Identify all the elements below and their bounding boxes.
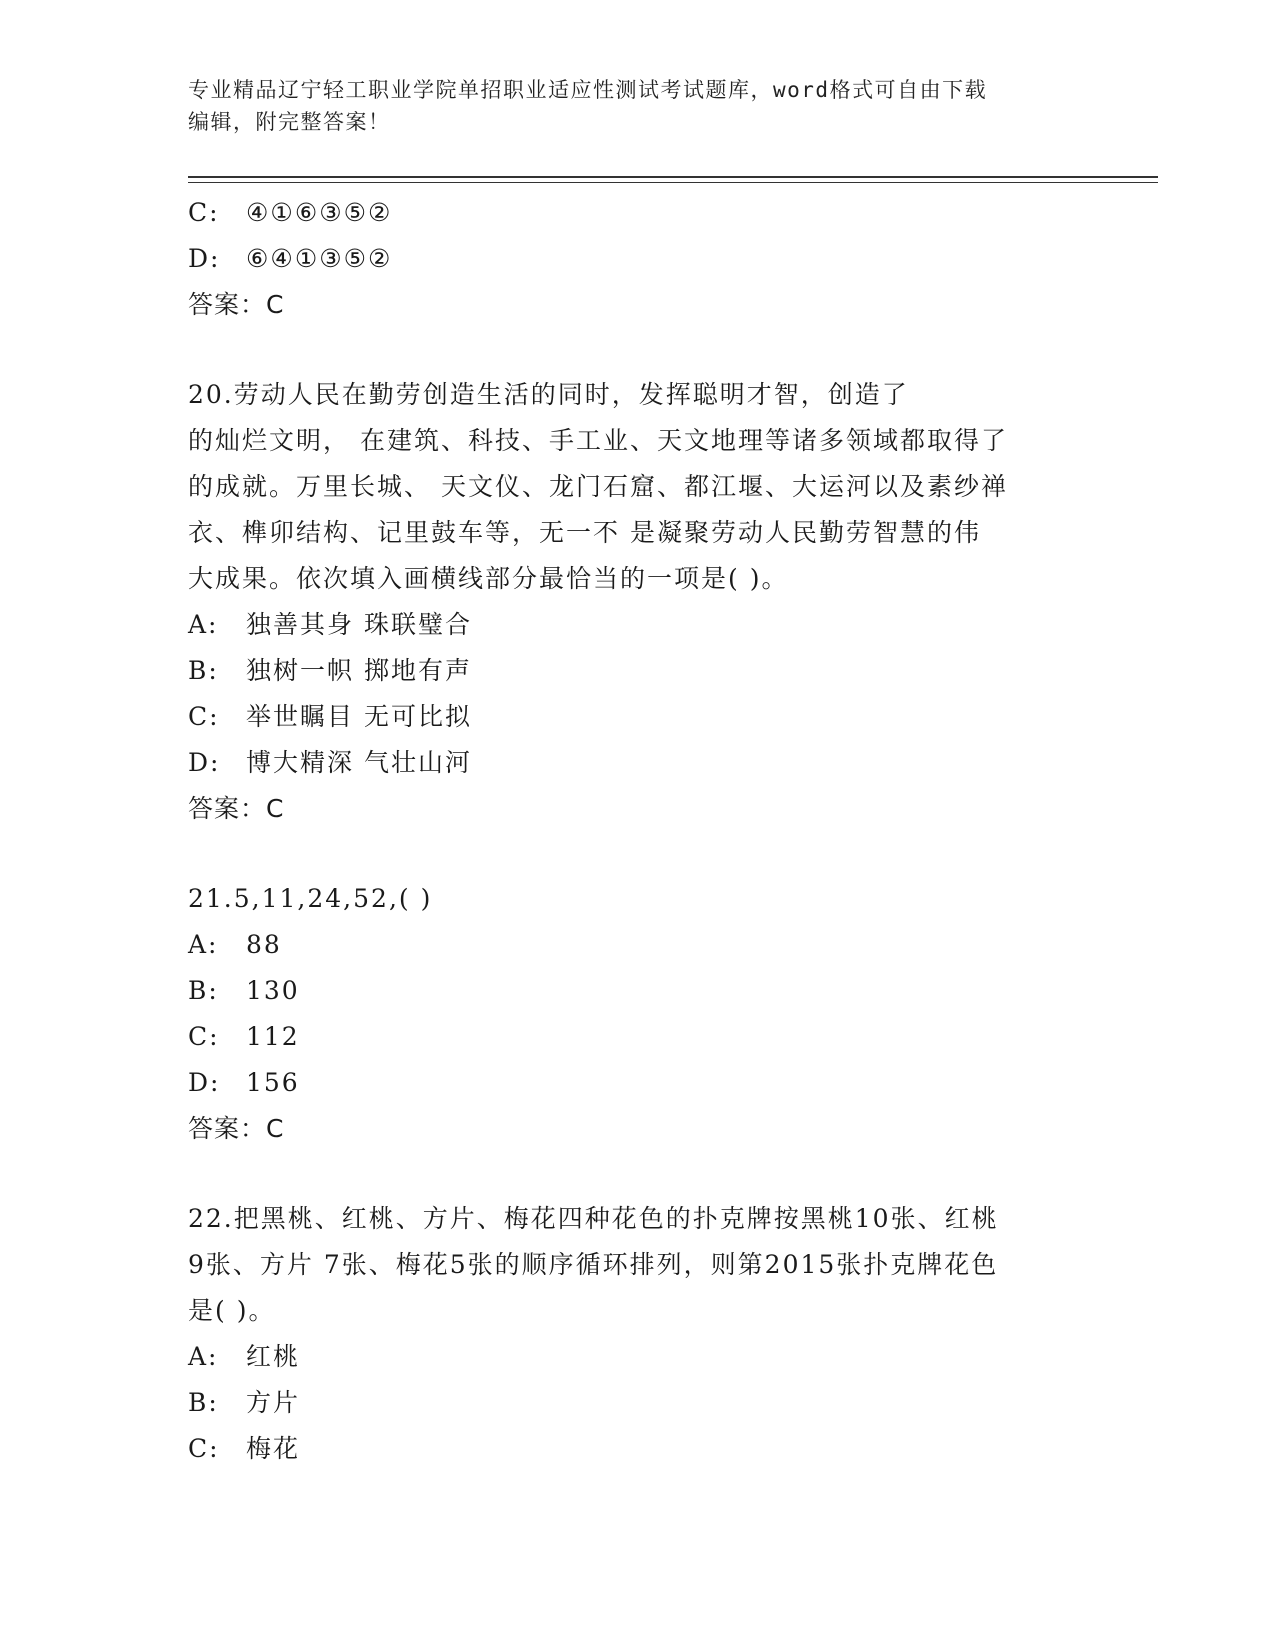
option-b — [188, 968, 1088, 1014]
option-letter: C: — [188, 702, 220, 731]
option-a — [188, 602, 1088, 648]
answer: 答案：C — [188, 794, 285, 823]
header-line-1: 专业精品辽宁轻工职业学院单招职业适应性测试考试题库，word格式可自由下载 — [188, 78, 988, 102]
option-text: 梅花 — [246, 1434, 301, 1463]
option-text: 博大精深 气壮山河 — [246, 748, 472, 777]
option-letter: D: — [188, 1068, 221, 1097]
option-letter: A: — [188, 610, 219, 639]
option-c — [188, 190, 1088, 236]
option-b — [188, 648, 1088, 694]
option-text: 112 — [246, 1022, 300, 1051]
option-d — [188, 236, 1088, 282]
question-text-line: 大成果。依次填入画横线部分最恰当的一项是( )。 — [188, 564, 789, 593]
document-body — [188, 190, 1088, 1472]
option-text: 红桃 — [246, 1342, 301, 1371]
option-letter: D: — [188, 748, 221, 777]
document-header — [188, 74, 1088, 138]
option-letter: A: — [188, 1342, 219, 1371]
option-letter: B: — [188, 976, 219, 1005]
option-text: 独树一帜 掷地有声 — [246, 656, 472, 685]
question-20 — [188, 372, 1088, 832]
option-letter: C: — [188, 198, 220, 227]
option-c — [188, 1426, 1088, 1472]
option-text: 130 — [246, 976, 300, 1005]
option-letter: C: — [188, 1434, 220, 1463]
option-c — [188, 1014, 1088, 1060]
option-letter: D: — [188, 244, 221, 273]
question-text-line: 是( )。 — [188, 1296, 276, 1325]
question-22 — [188, 1196, 1088, 1472]
question-text-line: 22.把黑桃、红桃、方片、梅花四种花色的扑克牌按黑桃10张、红桃 — [188, 1204, 999, 1233]
option-text: 举世瞩目 无可比拟 — [246, 702, 472, 731]
option-letter: B: — [188, 656, 219, 685]
option-text: 88 — [246, 930, 282, 959]
option-letter: C: — [188, 1022, 220, 1051]
option-a — [188, 1334, 1088, 1380]
option-text: ④①⑥③⑤② — [246, 198, 393, 227]
option-c — [188, 694, 1088, 740]
option-text: 独善其身 珠联璧合 — [246, 610, 472, 639]
option-b — [188, 1380, 1088, 1426]
option-d — [188, 740, 1088, 786]
question-21 — [188, 876, 1088, 1152]
header-rule-thick — [188, 176, 1158, 178]
header-rule-thin — [188, 182, 1158, 183]
option-letter: A: — [188, 930, 219, 959]
answer: 答案：C — [188, 1114, 285, 1143]
option-letter: B: — [188, 1388, 219, 1417]
answer: 答案：C — [188, 290, 285, 319]
option-text: ⑥④①③⑤② — [246, 244, 393, 273]
option-text: 156 — [246, 1068, 300, 1097]
option-text: 方片 — [246, 1388, 301, 1417]
question-text-line: 衣、榫卯结构、记里鼓车等，无一不 是凝聚劳动人民勤劳智慧的伟 — [188, 518, 981, 547]
question-text-line: 的灿烂文明， 在建筑、科技、手工业、天文地理等诸多领域都取得了 — [188, 426, 1008, 455]
header-line-2: 编辑，附完整答案！ — [188, 110, 391, 134]
option-a — [188, 922, 1088, 968]
question-text-line: 9张、方片 7张、梅花5张的顺序循环排列，则第2015张扑克牌花色 — [188, 1250, 999, 1279]
option-d — [188, 1060, 1088, 1106]
question-text-line: 的成就。万里长城、 天文仪、龙门石窟、都江堰、大运河以及素纱禅 — [188, 472, 1008, 501]
question-text-line: 20.劳动人民在勤劳创造生活的同时，发挥聪明才智，创造了 — [188, 380, 909, 409]
question-text-line: 21.5,11,24,52,( ) — [188, 884, 433, 913]
question-19-tail — [188, 190, 1088, 328]
